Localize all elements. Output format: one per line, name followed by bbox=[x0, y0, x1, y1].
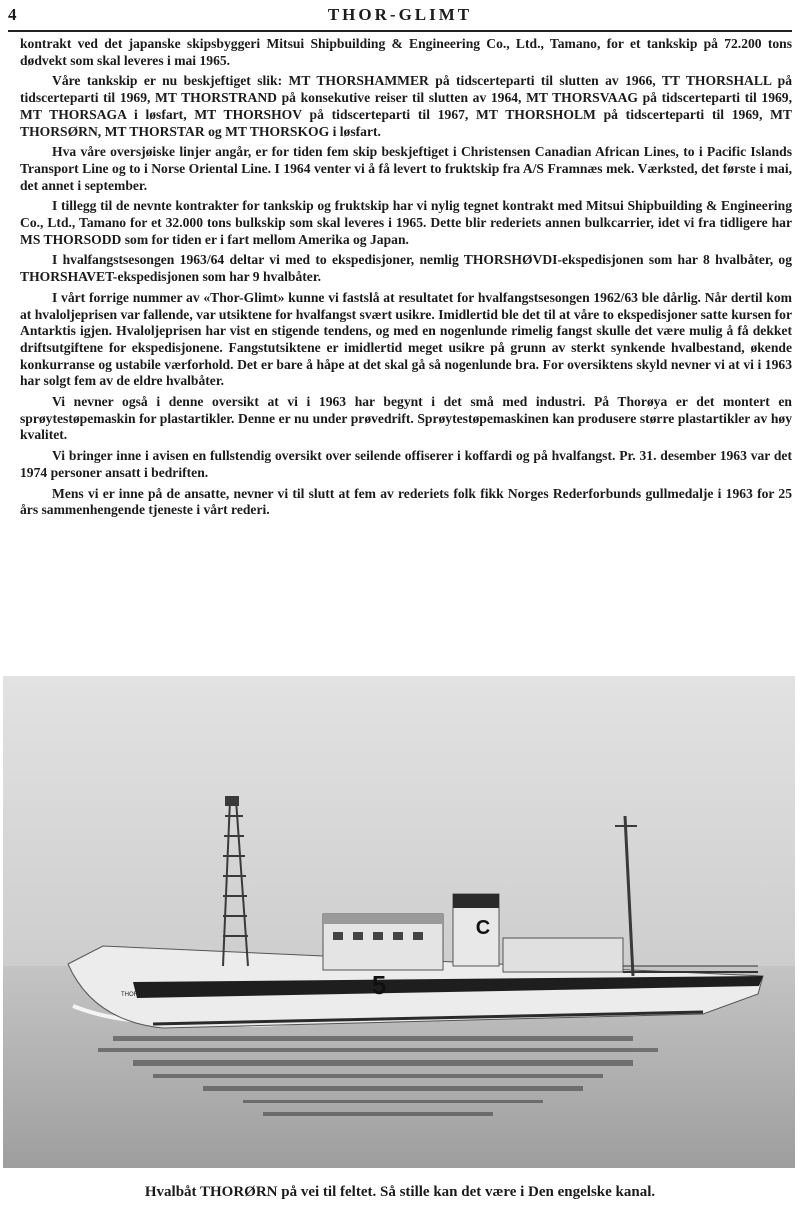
running-title: THOR-GLIMT bbox=[327, 5, 473, 24]
aft-deckhouse bbox=[503, 938, 623, 972]
article-paragraph: Hva våre oversjøiske linjer angår, er for tiden fem skip beskjeftiget i Christensen Canadian African Lines, to i Pacific Islands Transport Line og to i Norse Oriental Line. I 1964 venter vi å få levert to fruktskip fra A/S Framnæs mek. Værksted, det første i mai, det annet i september. bbox=[20, 144, 792, 193]
article-paragraph: kontrakt ved det japanske skipsbyggeri Mitsui Shipbuilding & Engineering Co., Ltd., Tamano, for et tankskip på 72.200 tons dødvekt som skal leveres i mai 1965. bbox=[20, 36, 792, 68]
page-header bbox=[0, 0, 800, 34]
article-paragraph: Våre tankskip er nu beskjeftiget slik: MT THORSHAMMER på tidscerteparti til slutten av 1966, TT THORSHALL på tidscerteparti til 1969, MT THORSTRAND på konsekutive reiser til slutten av 1964, MT THORSVAAG på tidscerteparti til 1969, MT THORSAGA i løsfart, MT THORSHOV på tidscerteparti til 1967, MT THORSHOLM på tidscerteparti til 1969, MT THORSØRN, MT THORSTAR og MT THORSKOG i løsfart. bbox=[20, 73, 792, 139]
article-paragraph: I tillegg til de nevnte kontrakter for tankskip og fruktskip har vi nylig tegnet kontrakt med Mitsui Shipbuilding & Engineering Co., Ltd., Tamano for et 32.000 tons bulkskip som skal leveres i 1965. Dette blir rederiets annen bulkcarrier, idet vi fra tidligere har MS THORSODD som for tiden er i fart mellom Amerika og Japan. bbox=[20, 198, 792, 247]
article-paragraph: I hvalfangstsesongen 1963/64 deltar vi med to ekspedisjoner, nemlig THORSHØVDI-ekspedisjonen som har 8 hvalbåter, og THORSHAVET-ekspedisjonen som har 9 hvalbåter. bbox=[20, 252, 792, 285]
article-paragraph: I vårt forrige nummer av «Thor-Glimt» kunne vi fastslå at resultatet for hvalfangstsesongen 1962/63 ble dårlig. Når dertil kom at hvaloljeprisen var fallende, var utsiktene for hvalfangst svært usikre. Imidlertid ble det til at våre to ekspedisjoner satte kursen for Antarktis igjen. Hvaloljeprisen har vist en stigende tendens, og med en nogenlunde rimelig fangst skulle det være mulig å få dekket driftsutgiftene for ekspedisjonene. Fangstutsiktene er imidlertid meget usikre på grunn av sterkt synkende hvalbestand, økende konkurranse og ustabile værforhold. Det er bare å håpe at det skal gå så nogenlunde bra. For oversiktens skyld nevner vi at vi i 1963 har solgt fem av de eldre hvalbåter. bbox=[20, 289, 792, 389]
page-number: 4 bbox=[8, 5, 17, 24]
article-paragraph: Mens vi er inne på de ansatte, nevner vi til slutt at fem av rederiets folk fikk Norges Rederforbunds gullmedalje i 1963 for 25 års sammenhengende tjeneste i vårt rederi. bbox=[20, 485, 792, 518]
header-rule bbox=[8, 30, 792, 32]
article-paragraph: Vi bringer inne i avisen en fullstendig oversikt over seilende offiserer i koffardi og på hvalfangst. Pr. 31. desember 1963 var det 1974 personer ansatt i bedriften. bbox=[20, 448, 792, 480]
article-paragraph: Vi nevner også i denne oversikt at vi i 1963 har begynt i det små med industri. På Thorøya er det montert en sprøytestøpemaskin for plastartikler. Denne er nu under prøvedrift. Sprøytestøpemaskinen kan produsere større plastartikler av høy kvalitet. bbox=[20, 394, 792, 443]
hull-number: 5 bbox=[371, 970, 387, 1000]
bow-name: THORØRN bbox=[121, 992, 152, 998]
whale-catcher-photo bbox=[3, 676, 795, 1168]
article-body bbox=[20, 36, 792, 523]
funnel-mark: C bbox=[475, 917, 491, 939]
photo-caption: Hvalbåt THORØRN på vei til feltet. Så stille kan det være i Den engelske kanal. bbox=[144, 1184, 656, 1200]
